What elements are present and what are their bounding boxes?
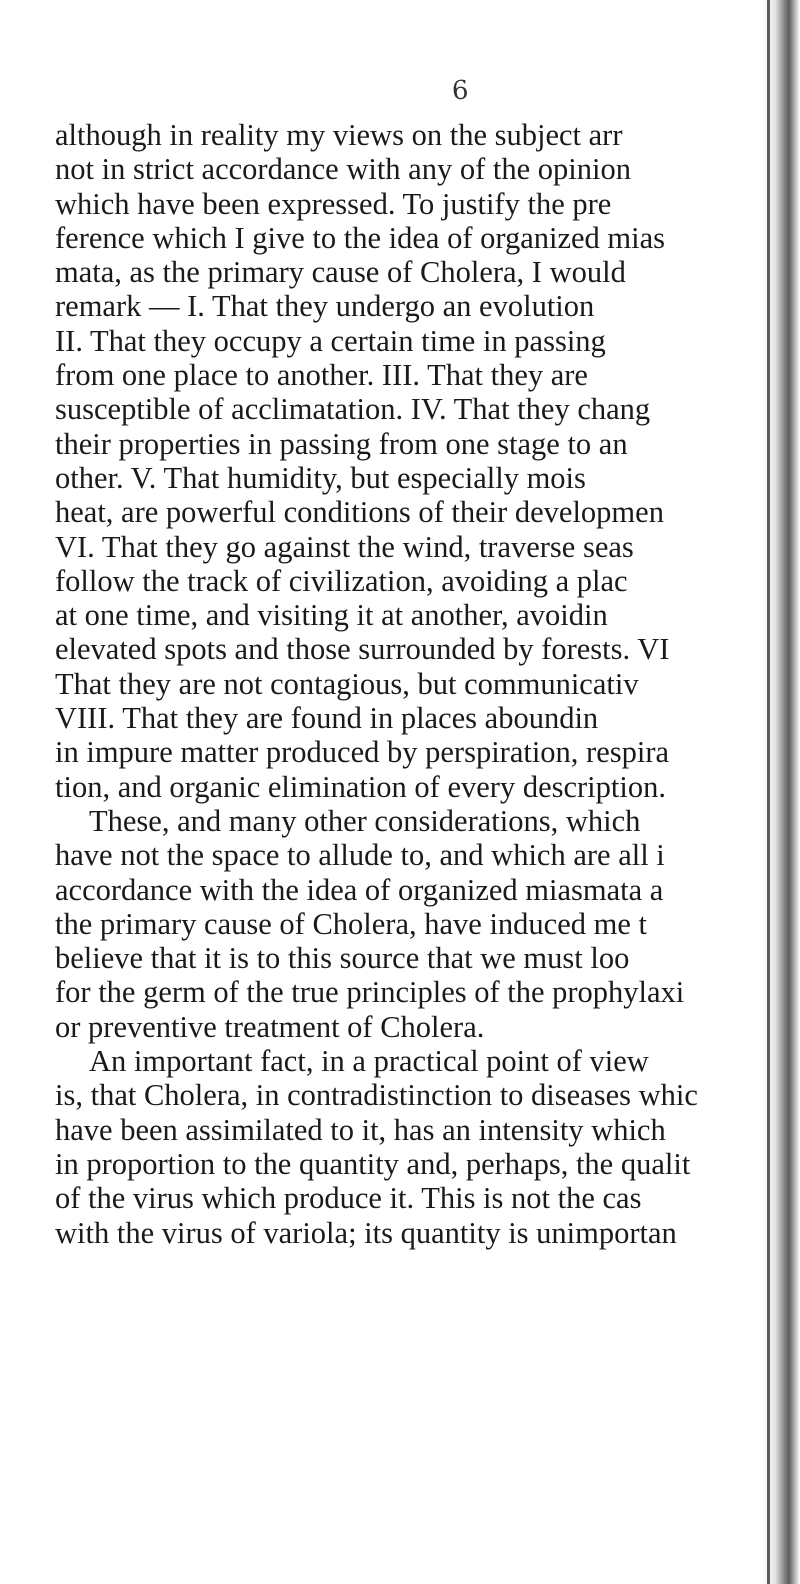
text-line: the primary cause of Cholera, have induced me t: [55, 906, 647, 941]
text-line: other. V. That humidity, but especially mois: [55, 460, 586, 495]
text-line: which have been expressed. To justify the pre: [55, 186, 612, 221]
text-line: follow the track of civilization, avoiding a plac: [55, 563, 628, 598]
text-line: of the virus which produce it. This is not the cas: [55, 1181, 642, 1216]
text-line: believe that it is to this source that we must loo: [55, 941, 630, 976]
text-line: remark — I. That they undergo an evolution: [55, 289, 595, 324]
text-line: susceptible of acclimatation. IV. That they chang: [55, 392, 651, 427]
text-line: from one place to another. III. That they are: [55, 358, 588, 393]
text-line: not in strict accordance with any of the opinion: [55, 152, 631, 187]
text-line: tion, and organic elimination of every description.: [55, 769, 666, 804]
body-text: [55, 118, 800, 1250]
text-line: accordance with the idea of organized miasmata a: [55, 872, 664, 907]
text-line: with the virus of variola; its quantity is unimportan: [55, 1215, 677, 1250]
text-line: An important fact, in a practical point of view: [89, 1044, 649, 1079]
text-line: ference which I give to the idea of organized mias: [55, 220, 666, 255]
text-line: have not the space to allude to, and which are all i: [55, 838, 665, 873]
text-line: elevated spots and those surrounded by forests. VI: [55, 632, 670, 667]
binding-edge-line-secondary: [786, 0, 788, 1584]
text-line: is, that Cholera, in contradistinction to diseases whic: [55, 1078, 698, 1113]
text-line: at one time, and visiting it at another, avoidin: [55, 598, 608, 633]
text-line: VI. That they go against the wind, traverse seas: [55, 529, 634, 564]
text-line: or preventive treatment of Cholera.: [55, 1009, 485, 1044]
text-line: in proportion to the quantity and, perhaps, the qualit: [55, 1146, 691, 1181]
text-line: These, and many other considerations, which: [89, 803, 641, 838]
text-line: That they are not contagious, but communicativ: [55, 666, 639, 701]
text-line: in impure matter produced by perspiration, respira: [55, 735, 670, 770]
page-number: 6: [451, 75, 470, 107]
text-line: although in reality my views on the subject arr: [55, 118, 623, 152]
text-line: mata, as the primary cause of Cholera, I would: [55, 255, 626, 290]
binding-edge-line: [767, 0, 770, 1584]
text-line: VIII. That they are found in places aboundin: [55, 701, 599, 736]
text-line: heat, are powerful conditions of their developmen: [55, 495, 664, 530]
text-line: have been assimilated to it, has an intensity which: [55, 1112, 666, 1147]
text-line: for the germ of the true principles of the prophylaxi: [55, 975, 685, 1010]
text-line: II. That they occupy a certain time in passing: [55, 323, 606, 358]
text-line: their properties in passing from one stage to an: [55, 426, 628, 461]
